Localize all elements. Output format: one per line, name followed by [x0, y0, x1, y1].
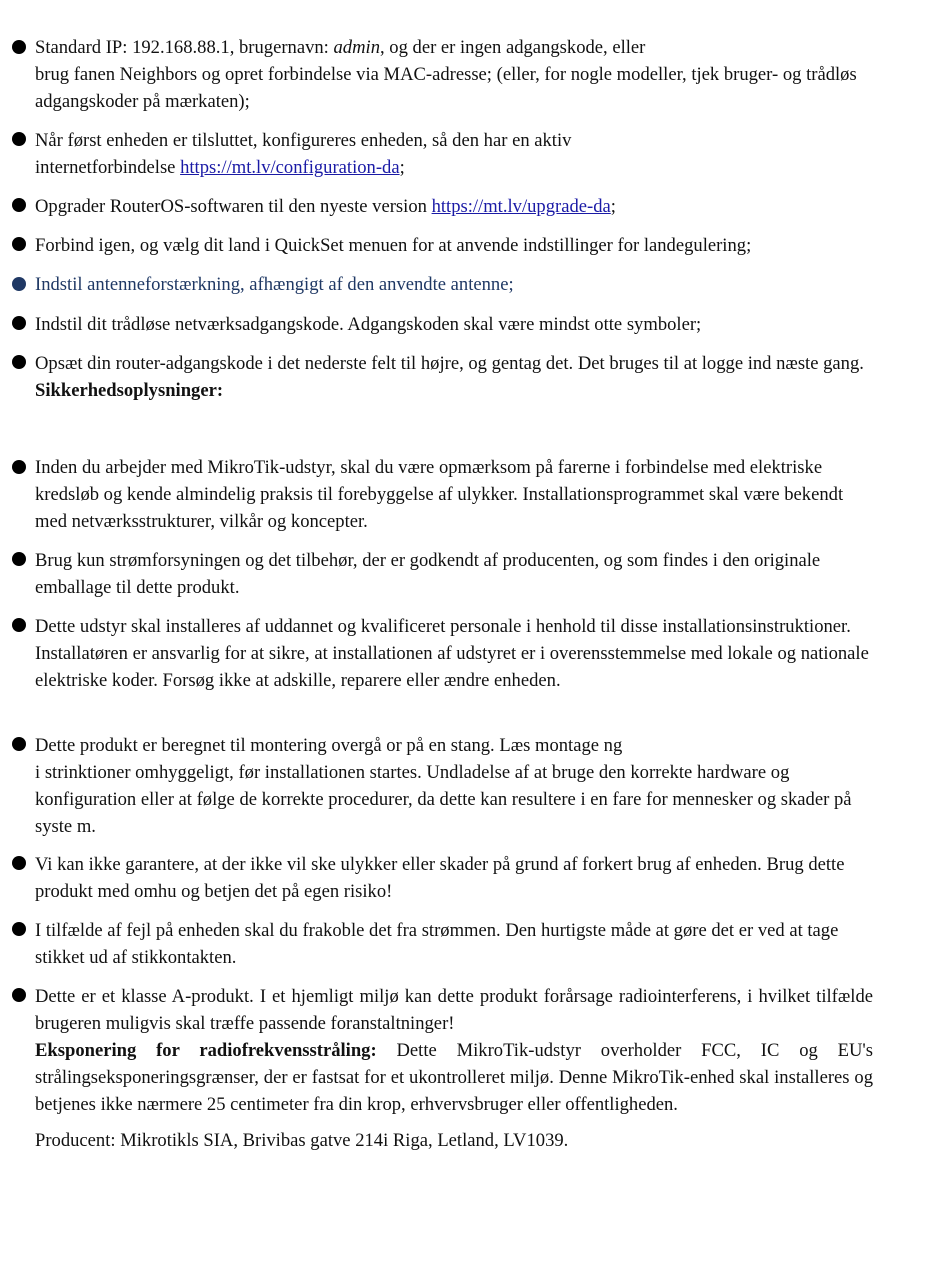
bullet-dot [12, 40, 26, 54]
safety-item-power-supply: Brug kun strømforsyningen og det tilbehør, der er godkendt af producenten, og som findes i den originale emballage til dette produkt. [35, 550, 821, 598]
list-item-wireless-password: Indstil dit trådløse netværksadgangskode. Adgangskoden skal være mindst otte symboler; [35, 314, 702, 335]
list-item-default-ip: Standard IP: 192.168.88.1, brugernavn: admin, og der er ingen adgangskode, eller brug fanen Neighbors og opret forbindelse via MAC-adresse; (eller, for nogle modeller, tjek bruger- og trådløs adgangskoder på mærkaten); [35, 37, 857, 112]
username-value: admin [333, 37, 380, 58]
list-item-upgrade: Opgrader RouterOS-softwaren til den nyeste version https://mt.lv/upgrade-da; [35, 196, 616, 217]
safety-item-installation: Dette udstyr skal installeres af uddannet og kvalificeret personale i henhold til disse installationsinstruktioner. Installatøren er ansvarlig for at sikre, at installationen af udstyret er i overensstemmelse med lokale og nationale elektriske koder. Forsøg ikke at adskille, reparere eller ændre enheden. [35, 616, 869, 691]
list-item-quickset: Forbind igen, og vælg dit land i QuickSet menuen for at anvende indstillinger for landegulering; [35, 235, 752, 256]
bullet-dot [12, 737, 26, 751]
manufacturer-line: Producent: Mikrotikls SIA, Brivibas gatve 214i Riga, Letland, LV1039. [35, 1130, 569, 1151]
safety-item-mounting: Dette produkt er beregnet til montering overgå or på en stang. Læs montage ng i strinktioner omhyggeligt, før installationen startes. Undladelse af at bruge den korrekte hardware og konfiguration eller at følge de korrekte procedurer, da dette kan resultere i en fare for mennesker og skader på syste m. [35, 735, 852, 837]
bullet-dot [12, 132, 26, 146]
bullet-dot [12, 355, 26, 369]
upgrade-link[interactable]: https://mt.lv/upgrade-da [431, 196, 611, 217]
bullet-dot [12, 277, 26, 291]
list-item-antenna-gain: Indstil antenneforstærkning, afhængigt af den anvendte antenne; [35, 274, 514, 295]
configuration-link[interactable]: https://mt.lv/configuration-da [180, 157, 400, 178]
safety-item-disconnect: I tilfælde af fejl på enheden skal du frakoble det fra strømmen. Den hurtigste måde at gøre det er ved at tage stikket ud af stikkontakten. [35, 920, 839, 968]
bullet-dot [12, 552, 26, 566]
bullet-dot [12, 460, 26, 474]
list-item-router-password: Opsæt din router-adgangskode i det nederste felt til højre, og gentag det. Det bruges til at logge ind næste gang. Sikkerhedsoplysninger: [35, 350, 873, 404]
bullet-dot [12, 922, 26, 936]
safety-item-class-a: Dette er et klasse A-produkt. I et hjemligt miljø kan dette produkt forårsage radiointerferens, i hvilket tilfælde brugeren muligvis skal træffe passende foranstaltninger! Eksponering for radiofrekvensstråling: Dette MikroTik-udstyr overholder FCC, IC og EU's strålingseksponeringsgrænser, der er fastsat for et ukontrolleret miljø. Denne MikroTik-enhed skal installeres og betjenes ikke nærmere 25 centimeter fra din krop, erhvervsbruger eller offentligheden. [35, 983, 873, 1118]
bullet-dot [12, 237, 26, 251]
rf-heading: Eksponering for radiofrekvensstråling: [35, 1040, 377, 1061]
bullet-dot [12, 618, 26, 632]
safety-item-warranty: Vi kan ikke garantere, at der ikke vil ske ulykker eller skader på grund af forkert brug af enheden. Brug dette produkt med omhu og betjen det på egen risiko! [35, 854, 845, 902]
safety-heading: Sikkerhedsoplysninger: [35, 380, 224, 401]
bullet-dot [12, 316, 26, 330]
list-item-configure: Når først enheden er tilsluttet, konfigureres enheden, så den har en aktiv internetforbindelse https://mt.lv/configuration-da; [35, 130, 572, 178]
rf-exposure-paragraph: Eksponering for radiofrekvensstråling: Dette MikroTik-udstyr overholder FCC, IC og EU's strålingseksponeringsgrænser, der er fastsat for et ukontrolleret miljø. Denne MikroTik-enhed skal installeres og betjenes ikke nærmere 25 centimeter fra din krop, erhvervsbruger eller offentligheden. [35, 1040, 873, 1115]
bullet-dot [12, 988, 26, 1002]
safety-item-electrical: Inden du arbejder med MikroTik-udstyr, skal du være opmærksom på farerne i forbindelse med elektriske kredsløb og kende almindelig praksis til forebyggelse af ulykker. Installationsprogrammet skal være bekendt med netværksstrukturer, vilkår og koncepter. [35, 457, 844, 532]
bullet-dot [12, 856, 26, 870]
bullet-dot [12, 198, 26, 212]
